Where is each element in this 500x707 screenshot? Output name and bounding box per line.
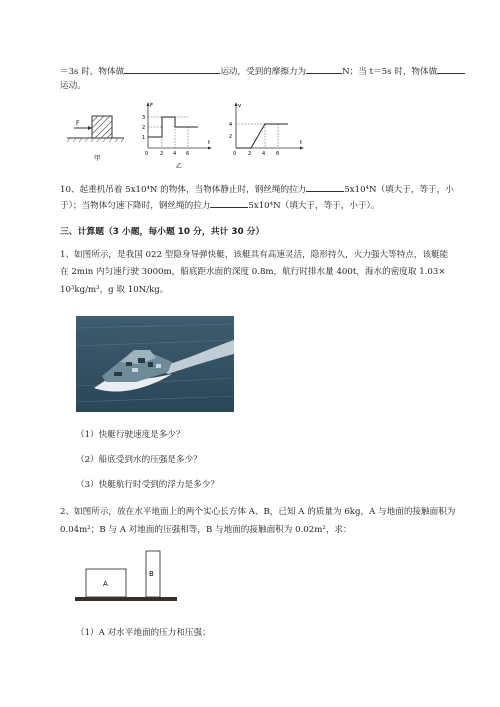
figure-jia: [62, 104, 132, 168]
q10-text: 于）；当物体匀速下降时，钢丝绳的拉力: [60, 201, 211, 211]
x-tick: 0: [145, 151, 149, 157]
y-tick: 4: [229, 122, 233, 128]
answer-blank[interactable]: [124, 64, 220, 74]
c2-sub1: （1）A 对水平地面的压力和压强；: [76, 628, 211, 638]
c1-line2: 在 2min 内匀速行驶 3000m，船底距水面的深度 0.8m，航行时排水量 400t，海水的密度取 1.03×: [60, 267, 446, 277]
c2-line1: 2、如图所示，放在水平地面上的两个实心长方体 A、B，已知 A 的质量为 6kg，A 与地面的接触面积为: [60, 507, 456, 517]
q10-line1: [60, 182, 454, 196]
c1-sub2: （2）船底受到水的压强是多少？: [76, 455, 202, 465]
y-axis-label: F: [150, 103, 154, 109]
c1-line3: 10³kg/m³，g 取 10N/kg。: [60, 285, 169, 295]
figure-v-t-graph: [226, 100, 310, 160]
q10-line2: [60, 198, 379, 212]
speedboat-photo: [76, 316, 234, 412]
x-tick: 0: [233, 151, 237, 157]
y-axis-label: v: [238, 103, 242, 109]
section-heading: 三、计算题（3 小题，每小题 10 分，共计 30 分）: [60, 227, 265, 237]
x-tick: 2: [160, 151, 164, 157]
q9-tail-line1: [60, 64, 465, 78]
x-tick: 2: [248, 151, 252, 157]
q9-text-d: 运动。: [60, 81, 86, 91]
y-tick: 2: [229, 134, 233, 140]
x-tick: 4: [262, 151, 266, 157]
q9-text-c: N；当 t＝5s 时，物体做: [342, 67, 438, 77]
answer-blank[interactable]: [437, 64, 465, 74]
force-label: F: [76, 120, 80, 127]
x-axis-label: t: [208, 140, 211, 146]
x-tick: 6: [186, 151, 190, 157]
block-b-label: B: [149, 570, 154, 578]
q9-text-b: 运动，受到的摩擦力为: [220, 67, 307, 77]
x-axis-label: t: [300, 140, 303, 146]
block-a-label: A: [103, 580, 108, 588]
figure-caption-yi: 乙: [176, 163, 183, 170]
c1-line1: 1、如图所示，是我国 022 型隐身导弹快艇，该艇具有高速灵活，隐形持久，火力强大等特点，该艇能: [60, 250, 449, 260]
c1-sub1: （1）快艇行驶速度是多少？: [76, 430, 185, 440]
q9-tail-line2: [60, 80, 86, 92]
q9-text-a: ＝3s 时，物体做: [60, 67, 125, 77]
figure-caption-jia: 甲: [94, 154, 101, 162]
x-tick: 4: [173, 151, 177, 157]
x-tick: 6: [276, 151, 280, 157]
blocks-figure: [72, 548, 182, 604]
answer-blank[interactable]: [210, 198, 248, 208]
figure-f-t-graph: [140, 100, 220, 172]
answer-blank[interactable]: [306, 182, 344, 192]
y-tick: 3: [142, 115, 146, 121]
y-tick: 2: [142, 125, 146, 131]
answer-blank[interactable]: [306, 64, 342, 74]
q10-text: 5x10⁴N（填大于，等于，小于）。: [248, 201, 380, 211]
q10-text: 5x10⁴N（填大于，等于，小: [344, 185, 454, 195]
y-tick: 1: [142, 135, 146, 141]
c1-sub3: （3）快艇航行时受到的浮力是多少？: [76, 480, 219, 490]
q10-text: 10、起重机吊着 5x10⁴N 的物体，当物体静止时，钢丝绳的拉力: [60, 185, 307, 195]
c2-line2: 0.04m²；B 与 A 对地面的压强相等，B 与地面的接触面积为 0.02m²，求：: [60, 525, 352, 535]
